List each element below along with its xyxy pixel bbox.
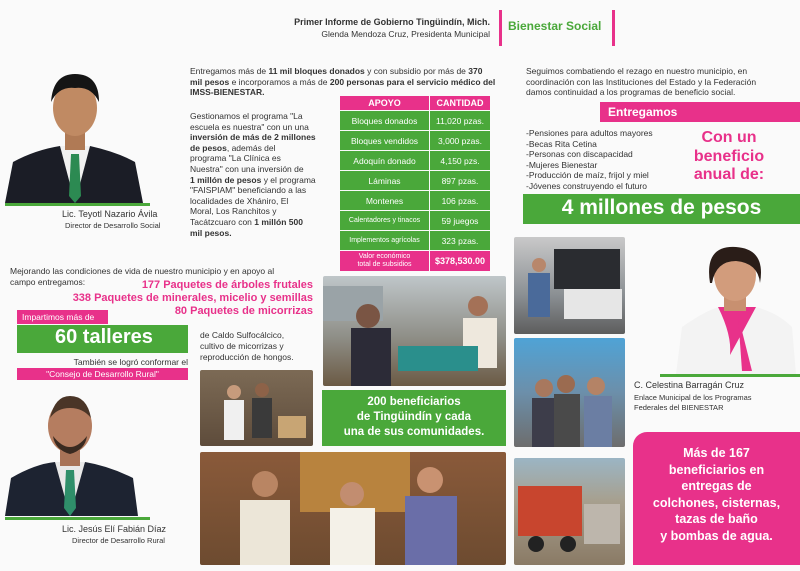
list-item: -Personas con discapacidad (526, 149, 633, 160)
intro-l2b: e incorporamos a más de (229, 76, 330, 87)
programs-l6: Nuestra" con una inversión de (190, 163, 304, 174)
rural-intro-1: Mejorando las condiciones de vida de nuestro municipio y en apoyo al (10, 266, 275, 276)
programs-l2: escuela es nuestra" con un una (190, 121, 309, 132)
table-row (340, 171, 490, 190)
imparted-label: Impartimos más de (22, 312, 95, 322)
header-title: Primer Informe de Gobierno Tingüindín, Mich. (294, 17, 490, 27)
programs-l1: Gestionamos el programa "La (190, 111, 303, 121)
intro-l1a: Entregamos más de (190, 66, 269, 76)
official-3-role-1: Enlace Municipal de los Programas (634, 393, 752, 402)
consejo-line-1: También se logró conformar el (73, 357, 188, 367)
intro-l2a: mil pesos (190, 76, 230, 87)
table-total-label-2: total de subsidios (357, 261, 412, 268)
photo-couple-house (514, 338, 625, 447)
programs-l3: inversión de más de 2 millones (190, 132, 316, 143)
table-cell-qty: 11,020 pzas. (430, 111, 490, 130)
right-intro-l2: coordinación con las Instituciones del Estado y la Federación (526, 76, 757, 87)
table-row (340, 231, 490, 250)
table-cell-qty: 4,150 pzs. (430, 151, 490, 170)
official-2-role: Director de Desarrollo Rural (72, 536, 165, 545)
official-1-role: Director de Desarrollo Social (65, 221, 161, 230)
programs-paragraph (190, 111, 316, 238)
table-cell-qty: 106 pzas. (430, 191, 490, 210)
rural-intro-2: campo entregamos: (10, 277, 86, 287)
programs-l8: "FAISPIAM" beneficiando a las (190, 185, 307, 196)
intro-l1b: 11 mil bloques donados (268, 66, 365, 76)
millones-label: 4 millones de pesos (561, 196, 762, 219)
intro-l1d: 370 (468, 66, 483, 76)
beneficiarios-text (322, 395, 506, 440)
consejo-line-2: "Consejo de Desarrollo Rural" (46, 369, 159, 379)
table-row (340, 131, 490, 150)
box-l6: y bombas de agua. (660, 528, 773, 543)
box-l4: colchones, cisternas, (652, 495, 781, 510)
table-cell-qty: 897 pzas. (430, 171, 490, 190)
table-total-label-1: Valor económico (358, 253, 411, 260)
list-item: -Jóvenes construyendo el futuro (526, 180, 647, 191)
official-2-underline (5, 517, 150, 520)
official-1-photo (5, 66, 145, 203)
photo-group-three (200, 452, 506, 565)
table-cell-item: Implementos agrícolas (340, 231, 429, 250)
official-1-name: Lic. Teyotl Nazario Ávila (62, 209, 158, 219)
programs-l11b: 1 millón 500 (254, 216, 303, 227)
talleres-count: 60 talleres (55, 326, 153, 348)
package-frutales: 177 Paquetes de árboles frutales (141, 279, 313, 291)
beneficiarios-l3: una de sus comunidades. (343, 426, 485, 438)
beneficiaries-box-text (635, 445, 798, 544)
benefit-l1: Con un (701, 129, 757, 146)
right-intro (526, 66, 796, 98)
package-minerales: 338 Paquetes de minerales, micelio y semillas (72, 292, 313, 304)
table-cell-qty: 59 juegos (430, 211, 490, 230)
benefit-l3: anual de: (693, 166, 765, 183)
talleres-desc-2: cultivo de micorrizas y (200, 341, 284, 351)
table-header-row (340, 96, 490, 110)
table-header-apoyo: APOYO (340, 96, 429, 110)
table-cell-item: Bloques donados (340, 111, 429, 130)
official-3-underline (660, 374, 800, 377)
entregamos-label: Entregamos (608, 105, 678, 119)
photo-boxes-delivery (200, 370, 313, 446)
programs-l12: mil pesos. (190, 227, 232, 238)
programs-l4a: de pesos (190, 142, 227, 153)
table-total-label (340, 251, 429, 271)
official-2-photo (5, 388, 140, 516)
table-cell-item: Adoquín donado (340, 151, 429, 170)
box-l5: tazas de baño (675, 512, 758, 526)
intro-l2c: 200 personas para el servicio médico del (329, 76, 496, 87)
header-subtitle: Glenda Mendoza Cruz, Presidenta Municipal (321, 29, 490, 39)
intro-l3: IMSS-BIENESTAR. (190, 87, 265, 97)
official-2-name: Lic. Jesús Elí Fabián Díaz (62, 524, 167, 534)
box-l2: beneficiarios en (668, 462, 765, 477)
programs-l4b: , además del (226, 142, 276, 153)
section-title: Bienestar Social (508, 19, 602, 33)
benefit-text (668, 129, 790, 185)
photo-truck-blocks (514, 458, 625, 565)
package-micorrizas: 80 Paquetes de micorrizas (174, 305, 313, 317)
programs-l7b: y el programa (261, 174, 316, 185)
table-cell-item: Láminas (340, 171, 429, 190)
table-cell-item: Montenes (340, 191, 429, 210)
official-3-role-2: Federales del BIENESTAR (634, 403, 724, 412)
official-3-photo (660, 243, 798, 374)
programs-list (526, 128, 653, 192)
list-item: -Pensiones para adultos mayores (526, 128, 653, 138)
programs-l10: Moral, Los Ranchitos y (190, 206, 277, 217)
talleres-desc-3: reproducción de hongos. (200, 352, 294, 362)
support-table (339, 95, 491, 272)
table-total-row (340, 251, 490, 271)
beneficiarios-l2: de Tingüindín y cada (356, 411, 472, 423)
official-3-name: C. Celestina Barragán Cruz (634, 380, 745, 390)
programs-l9: localidades de Xhániro, El (190, 195, 289, 206)
box-l1: Más de 167 (683, 446, 750, 460)
box-l3: entregas de (681, 479, 752, 493)
table-cell-item: Calentadores y tinacos (340, 211, 429, 230)
photo-workers-trays (323, 276, 506, 386)
talleres-desc-1: de Caldo Sulfocálcico, (200, 330, 285, 340)
table-header-cantidad: CANTIDAD (430, 96, 490, 110)
table-row (340, 151, 490, 170)
photo-truck-laminas (514, 237, 625, 334)
programs-l5: programa "La Clínica es (190, 153, 281, 164)
intro-paragraph (190, 66, 507, 98)
list-item: -Mujeres Bienestar (526, 159, 598, 170)
table-total-value: $378,530.00 (430, 251, 490, 271)
official-1-underline (5, 203, 150, 206)
table-cell-qty: 323 pzas. (430, 231, 490, 250)
header-divider-left (499, 10, 502, 46)
right-intro-l3: damos continuidad a los programas de beneficio social. (526, 87, 736, 97)
table-row (340, 191, 490, 210)
intro-l1c: y con subsidio por más de (364, 66, 469, 76)
list-item: -Becas Rita Cetina (526, 138, 597, 149)
benefit-l2: beneficio (693, 147, 765, 165)
programs-l7a: 1 millón de pesos (190, 174, 262, 185)
table-row (340, 211, 490, 230)
beneficiarios-l1: 200 beneficiarios (367, 396, 461, 408)
table-cell-qty: 3,000 pzas. (430, 131, 490, 150)
programs-l11a: Tacátzcuaro con (190, 216, 255, 227)
list-item: -Producción de maíz, frijol y miel (526, 170, 649, 181)
right-intro-l1: Seguimos combatiendo el rezago en nuestro municipio, en (526, 66, 748, 76)
header-divider-right (612, 10, 615, 46)
table-cell-item: Bloques vendidos (340, 131, 429, 150)
table-row (340, 111, 490, 130)
